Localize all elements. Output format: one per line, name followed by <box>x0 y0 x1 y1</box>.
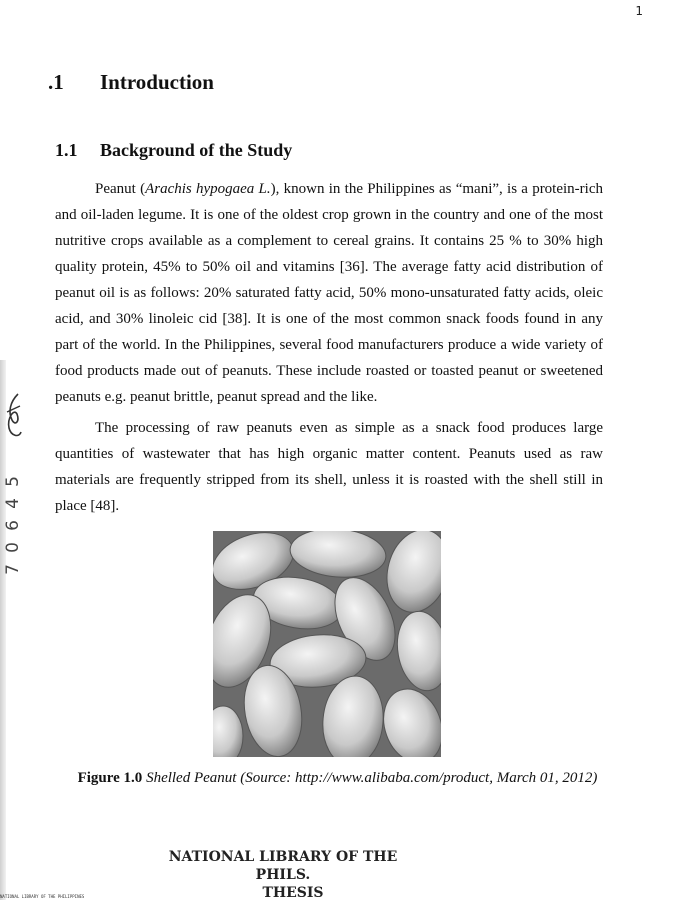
shelled-peanut-photo <box>213 531 441 757</box>
accession-digit: 7 <box>3 563 23 575</box>
page-number: 1 <box>635 4 643 18</box>
section-number: 1.1 <box>55 140 78 160</box>
paragraph-text: The processing of raw peanuts even as simple as a snack food produces large quantities of wastewater that has high organic matter content. Peanuts used as raw materials are frequently stripped from its shell, unless it is roasted with the shell still in place [48]. <box>55 420 603 514</box>
accession-digit: 5 <box>3 475 23 487</box>
handwritten-initial-mark <box>4 392 24 442</box>
section-title: Background of the Study <box>100 140 293 160</box>
section-heading <box>55 140 292 161</box>
paragraph-text: ), known in the Philippines as “mani”, is a protein-rich and oil-laden legume. It is one of the oldest crop grown in the country and one of the most nutritive crops available as a complement to cereal grains. It contains 25 % to 30% high quality protein, 45% to 50% oil and vitamins [36]. The average fatty acid distribution of peanut oil is as follows: 20% saturated fatty acid, 50% mono-unsaturated fatty acids, oleic acid, and 30% linoleic cid [38]. It is one of the most common snack foods found in any part of the world. In the Philippines, several food manufacturers produce a wide variety of food products made out of peanuts. These include roasted or toasted peanut or sweetened peanuts e.g. peanut brittle, peanut spread and the like. <box>55 181 603 405</box>
library-stamp <box>163 848 403 902</box>
scientific-name: Arachis hypogaea L. <box>145 181 271 197</box>
scan-footer-tag: NATIONAL LIBRARY OF THE PHILIPPINES <box>0 894 85 899</box>
figure-caption <box>0 770 675 787</box>
accession-digit: 4 <box>3 497 23 509</box>
stamp-line: THESIS <box>262 885 324 901</box>
chapter-number: .1 <box>48 70 64 94</box>
chapter-heading <box>48 70 214 95</box>
accession-digit: 6 <box>3 519 23 531</box>
figure-label: Figure 1.0 <box>77 770 143 786</box>
figure-caption-text: Shelled Peanut (Source: http://www.alibaba.com/product, March 01, 2012) <box>146 770 598 786</box>
accession-number <box>2 470 26 580</box>
stamp-line: NATIONAL LIBRARY OF THE PHILS. <box>168 849 398 883</box>
accession-digit: 0 <box>3 541 23 553</box>
paragraph-peanut-background <box>55 176 603 410</box>
paragraph-processing <box>55 415 603 519</box>
chapter-title: Introduction <box>100 70 214 94</box>
paragraph-text: Peanut ( <box>95 181 146 197</box>
